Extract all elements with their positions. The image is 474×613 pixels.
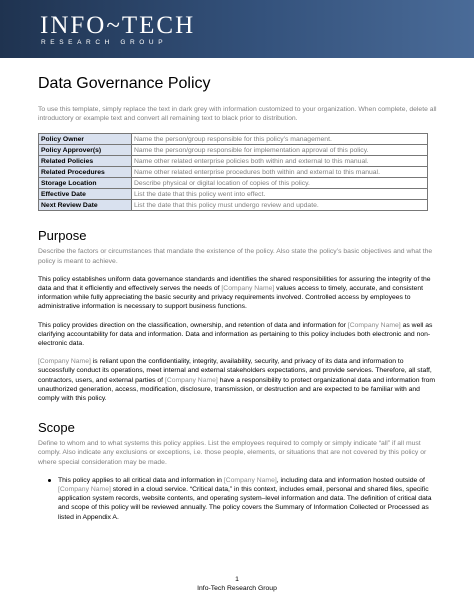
meta-label: Effective Date (39, 189, 132, 200)
footer-company: Info-Tech Research Group (197, 585, 277, 592)
text-run: values access to timely, accurate, and consistent information while fully appreciating the basic security and privacy requirements involved. Controlled access by employees to administrative information is necessary to support business functions. (38, 285, 424, 311)
list-item (58, 476, 438, 522)
purpose-paragraph-3 (38, 357, 438, 403)
company-name-placeholder: [Company Name] (347, 321, 401, 329)
document-title: Data Governance Policy (38, 75, 211, 92)
meta-label: Next Review Date (39, 200, 132, 211)
meta-value: Name other related enterprise policies both within and external to this manual. (132, 156, 428, 167)
text-run: have a responsibility to protect organizational data and information from unauthorized generation, access, modification, disclosure, transmission, or destruction and are expected to be familiar with and comply with this policy. (38, 376, 436, 403)
table-row (39, 156, 428, 167)
text-run: This policy provides direction on the classification, ownership, and retention of data and information for (38, 321, 348, 329)
policy-meta-table (38, 133, 428, 211)
table-row (39, 178, 428, 189)
meta-label: Related Procedures (39, 167, 132, 178)
company-name-placeholder: [Company Name] (58, 486, 111, 494)
meta-label: Related Policies (39, 156, 132, 167)
meta-value: List the date that this policy must undergo review and update. (132, 200, 428, 211)
scope-heading: Scope (38, 420, 75, 436)
company-name-placeholder: [Company Name] (221, 285, 275, 293)
meta-value: Name the person/group responsible for this policy’s management. (132, 134, 428, 145)
purpose-instructions: Describe the factors or circumstances that mandate the existence of the policy. Also state the policy’s basic objectives and what the policy is meant to achieve. (38, 248, 433, 265)
text-run: This policy applies to all critical data and information in (58, 476, 224, 484)
company-name-placeholder: [Company Name] (164, 376, 218, 384)
bullet-icon (48, 479, 51, 482)
table-row (39, 200, 428, 211)
table-row (39, 134, 428, 145)
meta-value: Name other related enterprise procedures both within and external to this manual. (132, 167, 428, 178)
text-run: This policy establishes uniform data governance standards and identifies the shared responsibilities for assuring the integrity of the data and that it efficiently and effectively serves the needs of (38, 275, 431, 293)
purpose-paragraph-2 (38, 321, 438, 349)
document-body (38, 74, 438, 522)
logo-title: INFO~TECH (40, 12, 196, 39)
meta-label: Policy Owner (39, 134, 132, 145)
purpose-heading: Purpose (38, 228, 87, 244)
company-name-placeholder: [Company Name] (223, 476, 277, 484)
meta-label: Storage Location (39, 178, 132, 189)
meta-value: Name the person/group responsible for implementation approval of this policy. (132, 145, 428, 156)
scope-bullet-list (38, 476, 438, 522)
intro-instructions: To use this template, simply replace the text in dark grey with information customized to your organization. When complete, delete all introductory or example text and convert all remaining text to black prior to distribution. (38, 106, 437, 123)
text-run: as well as clarifying accountability for data and information. Data and information as pertaining to this policy includes both electronic and non-electronic data. (38, 321, 433, 348)
purpose-paragraph-1 (38, 275, 438, 312)
table-row (39, 145, 428, 156)
text-run: stored in a cloud service. “Critical data,” in this context, includes email, personal and shared files, specific application system records, website contents, and operating system–level information and data. The definition of critical data and scope of this policy will be reviewed annually. The policy covers the Summary of Information Collected or Processed as listed in Appendix A. (58, 486, 432, 521)
scope-instructions: Define to whom and to what systems this policy applies. List the employees required to comply or simply indicate “all” if all must comply. Also indicate any exclusions or exceptions, i.e. those people, elements, or situations that are not covered by this policy or where special consideration may be made. (38, 440, 427, 466)
table-row (39, 189, 428, 200)
header-banner (0, 0, 474, 58)
meta-label: Policy Approver(s) (39, 145, 132, 156)
text-run: is reliant upon the confidentiality, integrity, availability, security, and privacy of its data and information to successfully conduct its operations, meet internal and external stakeholders expectations, and provide services. Therefore, all staff, contractors, users, and external parties of (38, 358, 432, 384)
text-run: , including data and information hosted outside of (276, 476, 425, 484)
table-row (39, 167, 428, 178)
meta-value: Describe physical or digital location of copies of this policy. (132, 178, 428, 189)
page-footer (0, 575, 474, 593)
logo-subtitle: RESEARCH GROUP (41, 39, 168, 46)
company-name-placeholder: [Company Name] (38, 358, 91, 366)
meta-value: List the date that this policy went into effect. (132, 189, 428, 200)
page-number: 1 (235, 576, 239, 583)
